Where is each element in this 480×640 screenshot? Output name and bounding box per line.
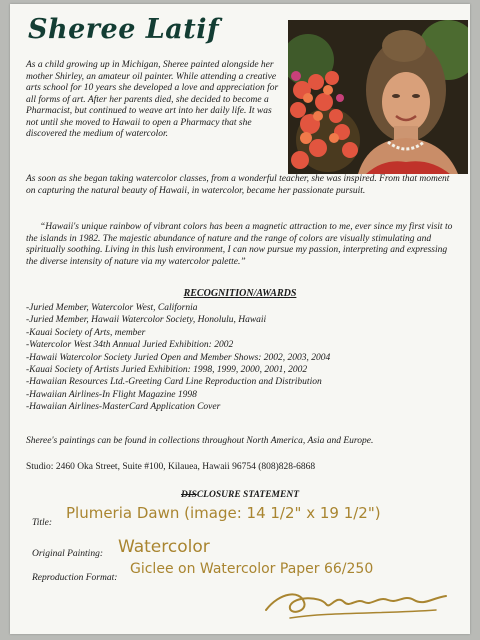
reproduction-format-handwritten-value: Giclee on Watercolor Paper 66/250 [130, 561, 374, 577]
original-painting-handwritten-value: Watercolor [118, 537, 210, 557]
disclosure-heading-rest: CLOSURE STATEMENT [196, 490, 299, 500]
document-page [10, 4, 470, 634]
award-item: -Hawaiian Airlines-MasterCard Application Cover [26, 402, 221, 413]
award-item: -Kauai Society of Arts, member [26, 327, 146, 338]
reproduction-format-label: Reproduction Format: [32, 573, 118, 583]
artist-name-title: Sheree Latif [28, 14, 220, 45]
bio-paragraph: As a child growing up in Michigan, Sheree painted alongside her mother Shirley, an amateur oil painter. While attending a creative arts school for 10 years she developed a love and appreciation for all forms of art. After her parents died, she decided to become a Pharmacist, but continued to weave art into her daily life. It was not until she moved to Hawaii to open a Pharmacy that she discovered the medium of watercolor. [26, 60, 279, 139]
award-item: -Hawaii Watercolor Society Juried Open and Member Shows: 2002, 2003, 2004 [26, 352, 331, 363]
award-item: -Hawaiian Airlines-In Flight Magazine 1998 [26, 389, 197, 400]
artist-quote: “Hawaii's unique rainbow of vibrant colors has been a magnetic attraction to me, ever since my first visit to the islands in 1982. The majestic abundance of nature and the range of colors are visually stimulating and spiritually soothing. Living in this lush environment, I can now pursue my passion, interpreting and expressing the diverse intensity of nature via my watercolor palette.” [26, 222, 453, 267]
award-item: -Juried Member, Watercolor West, California [26, 303, 198, 313]
title-handwritten-value: Plumeria Dawn (image: 14 1/2" x 19 1/2") [66, 504, 381, 522]
original-painting-label: Original Painting: [32, 549, 103, 559]
studio-address: Studio: 2460 Oka Street, Suite #100, Kilauea, Hawaii 96754 (808)828-6868 [26, 462, 316, 472]
collections-statement: Sheree's paintings can be found in collections throughout North America, Asia and Europe. [26, 436, 374, 446]
disclosure-heading [10, 490, 470, 500]
award-item: -Hawaiian Resources Ltd.-Greeting Card Line Reproduction and Distribution [26, 377, 322, 388]
artist-photo-image [288, 20, 468, 174]
awards-list [26, 302, 330, 414]
award-item: -Kauai Society of Artists Juried Exhibition: 1998, 1999, 2000, 2001, 2002 [26, 365, 308, 376]
bio-paragraph-continued: As soon as she began taking watercolor classes, from a wonderful teacher, she was inspired. From that moment on capturing the natural beauty of Hawaii, in watercolor, became her passionate pursuit. [26, 174, 450, 196]
award-item: -Watercolor West 34th Annual Juried Exhibition: 2002 [26, 340, 234, 351]
disclosure-heading-struck: DIS [181, 490, 197, 500]
recognition-heading: RECOGNITION/AWARDS [183, 288, 297, 299]
artist-photo [288, 20, 468, 174]
artist-signature [260, 584, 460, 624]
award-item: -Juried Member, Hawaii Watercolor Society, Honolulu, Hawaii [26, 315, 267, 326]
title-label: Title: [32, 518, 53, 528]
